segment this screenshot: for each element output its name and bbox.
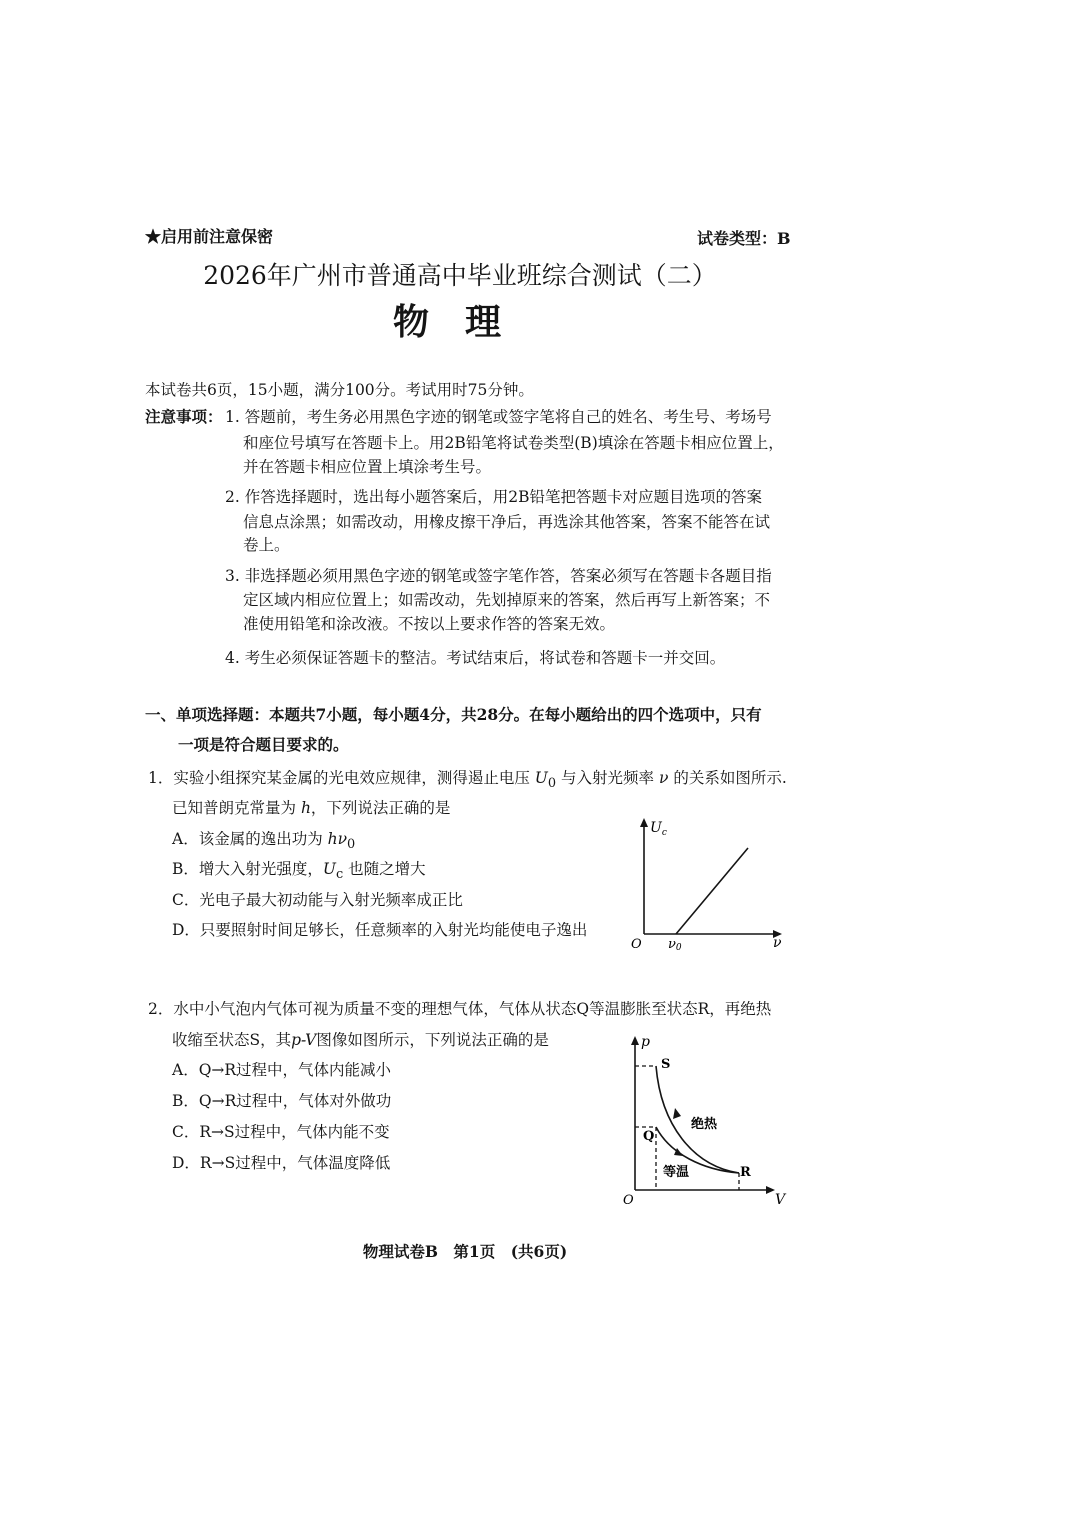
notice-1-line-1: 1. 答题前，考生务必用黑色字迹的钢笔或签字笔将自己的姓名、考生号、考场号 [225,408,772,426]
subject-title: 物理 [392,301,537,343]
notice-2-line-3: 卷上。 [243,536,290,554]
q2-y-label: p [641,1034,650,1050]
exam-title: 2026年广州市普通高中毕业班综合测试（二） [203,261,717,290]
q1-option-c[interactable]: C．光电子最大初动能与入射光频率成正比 [172,891,463,909]
q2-graph [615,1030,795,1210]
q2-point-s: S [661,1057,671,1072]
q1-origin: O [631,937,642,952]
q2-stem-line-2: 收缩至状态S，其p-V图像如图所示，下列说法正确的是 [172,1031,549,1049]
q2-option-d[interactable]: D．R→S过程中，气体温度降低 [172,1154,391,1172]
q1-option-b[interactable]: B．增大入射光强度，$U_c$ 也随之增大 [172,860,426,883]
notice-2-line-2: 信息点涂黑；如需改动，用橡皮擦干净后，再选涂其他答案，答案不能答在试 [243,513,771,531]
q2-option-b[interactable]: B．Q→R过程中，气体对外做功 [172,1092,392,1110]
q1-option-a[interactable]: A．该金属的逸出功为 $h\nu_0$ [172,830,356,853]
q2-option-c[interactable]: C．R→S过程中，气体内能不变 [172,1123,390,1141]
q1-option-d[interactable]: D．只要照射时间足够长，任意频率的入射光均能使电子逸出 [172,921,588,939]
q1-stem-line-1: 1．实验小组探究某金属的光电效应规律，测得遏止电压 $U_0$ 与入射光频率 ν 的关系如图所示. [148,769,787,792]
notice-1-line-3: 并在答题卡相应位置上填涂考生号。 [243,458,492,476]
q2-x-label: V [775,1192,786,1208]
section-1-heading: 一、单项选择题：本题共7小题，每小题4分，共28分。在每小题给出的四个选项中，只有 [145,705,762,724]
notice-4-line-1: 4. 考生必须保证答题卡的整洁。考试结束后，将试卷和答题卡一并交回。 [225,649,726,667]
paper-type-label: 试卷类型：B [697,229,791,248]
intro-text: 本试卷共6页，15小题，满分100分。考试用时75分钟。 [145,381,534,399]
q2-isothermal-label: 等温 [663,1165,690,1180]
q1-stem-line-2: 已知普朗克常量为 h，下列说法正确的是 [172,799,451,817]
q1-uc-line [676,848,748,934]
q2-adiabatic-arrow [673,1108,681,1119]
notice-2-line-1: 2. 作答选择题时，选出每小题答案后，用2B铅笔把答题卡对应题目选项的答案 [225,488,762,506]
q2-stem-line-1: 2．水中小气泡内气体可视为质量不变的理想气体，气体从状态Q等温膨胀至状态R，再绝热 [148,1000,772,1018]
q2-x-arrow [766,1186,775,1194]
confidential-label: ★启用前注意保密 [145,227,274,246]
page-footer: 物理试卷B 第1页 (共6页) [362,1242,568,1261]
q1-x-label: ν [773,935,782,951]
q1-graph [620,810,800,955]
q2-origin: O [623,1193,634,1208]
notice-label: 注意事项： [145,407,223,426]
q2-adiabatic-label: 绝热 [691,1117,718,1132]
q2-point-q: Q [643,1129,655,1144]
section-1-heading-cont: 一项是符合题目要求的。 [178,735,349,754]
notice-3-line-2: 定区域内相应位置上；如需改动，先划掉原来的答案，然后再写上新答案；不 [243,591,771,609]
notice-1-line-2: 和座位号填写在答题卡上。用2B铅笔将试卷类型(B)填涂在答题卡相应位置上， [243,434,784,452]
q1-nu0-label: ν0 [668,937,682,953]
q2-point-r: R [740,1165,751,1180]
q1-y-label: $U_c$ [650,820,667,838]
q1-y-arrow [640,818,648,827]
notice-3-line-1: 3. 非选择题必须用黑色字迹的钢笔或签字笔作答，答案必须写在答题卡各题目指 [225,567,772,585]
q2-y-arrow [631,1036,639,1045]
notice-3-line-3: 准使用铅笔和涂改液。不按以上要求作答的答案无效。 [243,615,616,633]
q2-option-a[interactable]: A．Q→R过程中，气体内能减小 [172,1061,392,1079]
